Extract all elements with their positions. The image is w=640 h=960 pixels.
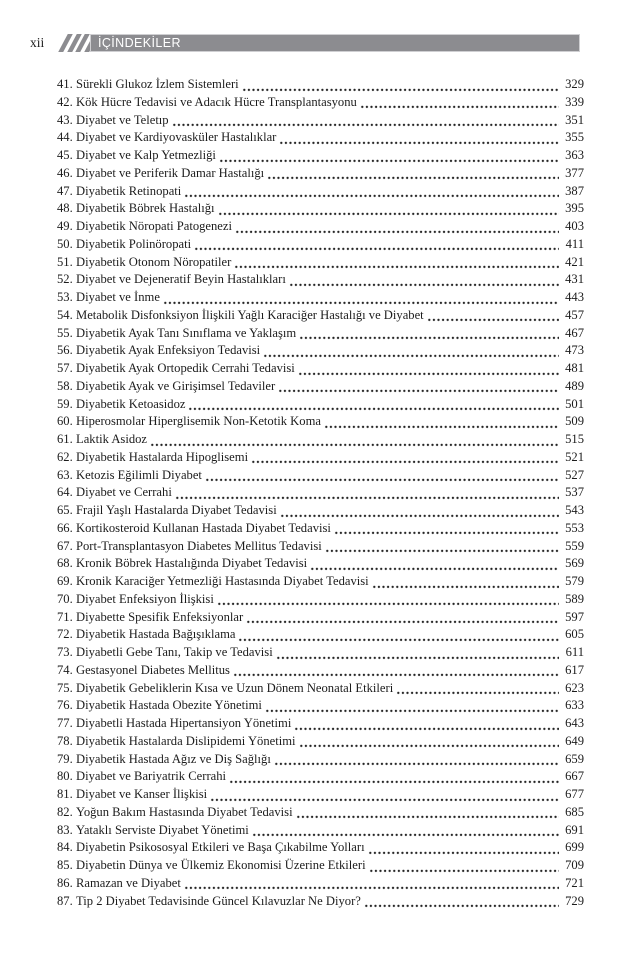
- chapter-title: Diyabetli Hastada Hipertansiyon Yönetimi: [76, 716, 292, 730]
- chapter-number: 54.: [57, 307, 73, 322]
- page-number: 649: [565, 733, 584, 748]
- toc-entry: [57, 786, 584, 804]
- chapter-number: 85.: [57, 858, 73, 872]
- page-number: 473: [565, 343, 584, 358]
- toc-entry: [57, 413, 584, 431]
- chapter-number: 79.: [57, 751, 73, 766]
- page-number: 403: [565, 219, 584, 233]
- toc-entry: [57, 129, 584, 147]
- chapter-number: 59.: [57, 396, 73, 411]
- dot-leader: [298, 360, 559, 378]
- page-number: 515: [565, 432, 584, 446]
- page-number: 685: [565, 804, 584, 819]
- dot-leader: [263, 342, 559, 360]
- chapter-number: 66.: [57, 520, 73, 535]
- page-number: 443: [565, 290, 584, 304]
- page-number: 421: [565, 254, 584, 269]
- toc-entry: [57, 94, 584, 112]
- chapter-number: 62.: [57, 449, 73, 464]
- toc-entry: [57, 857, 584, 875]
- page-number: 329: [565, 77, 584, 91]
- dot-leader: [368, 839, 559, 857]
- dot-leader: [280, 502, 559, 520]
- page-number: 339: [565, 94, 584, 109]
- dot-leader: [274, 751, 559, 769]
- chapter-title: Diyabetik Ayak Tanı Sınıflama ve Yaklaşım: [76, 325, 297, 340]
- chapter-number: 56.: [57, 343, 73, 358]
- chapter-title: Diyabet Enfeksiyon İlişkisi: [76, 591, 214, 606]
- chapter-title: Diyabet ve Dejeneratif Beyin Hastalıkları: [76, 272, 286, 287]
- chapter-title: Gestasyonel Diabetes Mellitus: [76, 662, 230, 677]
- toc-entry: [57, 875, 584, 893]
- dot-leader: [396, 680, 559, 698]
- header-title: İÇİNDEKİLER: [98, 35, 181, 50]
- dot-leader: [296, 804, 559, 822]
- page-number: 611: [565, 645, 584, 659]
- chapter-title: Diyabetik Polinöropati: [76, 236, 192, 251]
- chapter-title: Diyabet ve İnme: [76, 290, 160, 304]
- dot-leader: [278, 378, 559, 396]
- chapter-title: Laktik Asidoz: [76, 432, 148, 446]
- dot-leader: [150, 431, 559, 449]
- page-number: 605: [565, 627, 584, 642]
- chapter-title: Port-Transplantasyon Diabetes Mellitus Tedavisi: [76, 538, 322, 553]
- toc-entry: [57, 378, 584, 396]
- chapter-title: Diyabetik Ayak ve Girişimsel Tedaviler: [76, 378, 276, 393]
- page-number: 553: [565, 520, 584, 535]
- chapter-number: 78.: [57, 733, 73, 748]
- chapter-number: 80.: [57, 769, 73, 784]
- toc-entry: [57, 467, 584, 485]
- toc-entry: [57, 431, 584, 449]
- toc-entry: [57, 555, 584, 573]
- dot-leader: [238, 626, 559, 644]
- page-number: 537: [565, 485, 584, 500]
- page-number: 633: [565, 698, 584, 713]
- chapter-number: 81.: [57, 787, 73, 801]
- dot-leader: [234, 254, 559, 272]
- toc-entry: [57, 626, 584, 644]
- toc-entry: [57, 449, 584, 467]
- toc-entry: [57, 644, 584, 662]
- dot-leader: [235, 218, 559, 236]
- dot-leader: [369, 857, 559, 875]
- toc-entry: [57, 307, 584, 325]
- page-number: 617: [565, 662, 584, 677]
- page-number: 457: [565, 307, 584, 322]
- page-number: 489: [565, 378, 584, 393]
- chapter-title: Diyabetik Otonom Nöropatiler: [76, 254, 232, 269]
- chapter-number: 44.: [57, 130, 73, 145]
- chapter-title: Diyabetik Gebeliklerin Kısa ve Uzun Dönem Neonatal Etkileri: [76, 680, 394, 695]
- page-number: 521: [565, 449, 584, 464]
- toc-entry: [57, 822, 584, 840]
- page-number: 699: [565, 840, 584, 855]
- toc-entry: [57, 183, 584, 201]
- chapter-title: Diyabetik Hastada Obezite Yönetimi: [76, 698, 262, 713]
- chapter-title: Kök Hücre Tedavisi ve Adacık Hücre Transplantasyonu: [76, 94, 357, 109]
- page-number: 351: [565, 112, 584, 127]
- chapter-title: Diyabetik Hastada Ağız ve Diş Sağlığı: [76, 751, 271, 766]
- page-number: 667: [565, 769, 584, 784]
- dot-leader: [294, 715, 559, 733]
- chapter-title: Ketozis Eğilimli Diyabet: [76, 467, 202, 482]
- page-number: 677: [565, 787, 584, 801]
- toc-list: [57, 76, 584, 910]
- toc-entry: [57, 715, 584, 733]
- chapter-title: Diyabetik Ayak Enfeksiyon Tedavisi: [76, 343, 261, 358]
- page-number: 411: [565, 236, 584, 251]
- toc-entry: [57, 484, 584, 502]
- dot-leader: [299, 325, 559, 343]
- chapter-title: Diyabet ve Bariyatrik Cerrahi: [76, 769, 227, 784]
- chapter-title: Sürekli Glukoz İzlem Sistemleri: [76, 77, 239, 91]
- page-number: 395: [565, 201, 584, 216]
- toc-entry: [57, 289, 584, 307]
- toc-entry: [57, 112, 584, 130]
- chapter-number: 48.: [57, 201, 73, 216]
- toc-entry: [57, 733, 584, 751]
- dot-leader: [427, 307, 559, 325]
- chapter-title: Diyabetik Retinopati: [76, 183, 182, 198]
- page-number: 691: [565, 822, 584, 837]
- dot-leader: [246, 609, 559, 627]
- toc-entry: [57, 697, 584, 715]
- dot-leader: [324, 413, 559, 431]
- page-number: 363: [565, 148, 584, 162]
- chapter-number: 84.: [57, 840, 73, 855]
- page-number: 709: [565, 858, 584, 872]
- dot-leader: [172, 112, 559, 130]
- chapter-number: 63.: [57, 467, 73, 482]
- chapter-number: 83.: [57, 822, 73, 837]
- dot-leader: [194, 236, 559, 254]
- page-number: 431: [565, 272, 584, 287]
- dot-leader: [267, 165, 559, 183]
- chapter-title: Diyabet ve Periferik Damar Hastalığı: [76, 165, 265, 180]
- chapter-title: Diyabetik Hastalarda Hipoglisemi: [76, 449, 249, 464]
- dot-leader: [184, 875, 559, 893]
- page-number: 721: [565, 875, 584, 890]
- chapter-number: 49.: [57, 219, 73, 233]
- dot-leader: [219, 147, 559, 165]
- chapter-title: Tip 2 Diyabet Tedavisinde Güncel Kılavuzlar Ne Diyor?: [76, 893, 361, 908]
- chapter-title: Kronik Böbrek Hastalığında Diyabet Tedavisi: [76, 556, 308, 571]
- chapter-title: Kronik Karaciğer Yetmezliği Hastasında Diyabet Tedavisi: [76, 574, 369, 588]
- dot-leader: [276, 644, 559, 662]
- dot-leader: [360, 94, 559, 112]
- chapter-title: Frajil Yaşlı Hastalarda Diyabet Tedavisi: [76, 503, 277, 517]
- chapter-number: 75.: [57, 680, 73, 695]
- page-number: 643: [565, 716, 584, 730]
- toc-entry: [57, 609, 584, 627]
- dot-leader: [310, 555, 559, 573]
- chapter-number: 46.: [57, 165, 73, 180]
- toc-entry: [57, 165, 584, 183]
- chapter-number: 58.: [57, 378, 73, 393]
- chapter-number: 53.: [57, 290, 73, 304]
- chapter-title: Diyabetik Hastada Bağışıklama: [76, 627, 236, 642]
- toc-entry: [57, 680, 584, 698]
- page-number: 527: [565, 467, 584, 482]
- chapter-number: 68.: [57, 556, 73, 571]
- toc-entry: [57, 396, 584, 414]
- chapter-title: Diyabetli Gebe Tanı, Takip ve Tedavisi: [76, 645, 273, 659]
- chapter-number: 50.: [57, 236, 73, 251]
- dot-leader: [205, 467, 559, 485]
- chapter-number: 55.: [57, 325, 73, 340]
- page-number: 729: [565, 893, 584, 908]
- page-number: 355: [565, 130, 584, 145]
- chapter-title: Hiperosmolar Hiperglisemik Non-Ketotik Koma: [76, 414, 321, 429]
- dot-leader: [364, 893, 559, 911]
- toc-entry: [57, 342, 584, 360]
- page-header: [0, 34, 640, 52]
- chapter-number: 57.: [57, 361, 73, 375]
- chapter-title: Diyabette Spesifik Enfeksiyonlar: [76, 609, 244, 624]
- dot-leader: [188, 396, 559, 414]
- page-number: 579: [565, 574, 584, 588]
- chapter-number: 60.: [57, 414, 73, 429]
- chapter-number: 61.: [57, 432, 73, 446]
- dot-leader: [217, 591, 559, 609]
- toc-entry: [57, 218, 584, 236]
- chapter-number: 67.: [57, 538, 73, 553]
- toc-entry: [57, 271, 584, 289]
- page-number: 659: [565, 751, 584, 766]
- chapter-number: 82.: [57, 804, 73, 819]
- chapter-title: Diyabetik Ayak Ortopedik Cerrahi Tedavisi: [76, 361, 295, 375]
- chapter-number: 70.: [57, 591, 73, 606]
- page-number: 467: [565, 325, 584, 340]
- page-number: 481: [565, 361, 584, 375]
- chapter-number: 77.: [57, 716, 73, 730]
- chapter-title: Diyabetin Dünya ve Ülkemiz Ekonomisi Üzerine Etkileri: [76, 858, 366, 872]
- dot-leader: [334, 520, 559, 538]
- chapter-title: Diyabet ve Teletıp: [76, 112, 169, 127]
- chapter-title: Diyabetik Böbrek Hastalığı: [76, 201, 215, 216]
- dot-leader: [210, 786, 559, 804]
- chapter-number: 76.: [57, 698, 73, 713]
- chapter-number: 42.: [57, 94, 73, 109]
- chapter-title: Ramazan ve Diyabet: [76, 875, 181, 890]
- chapter-title: Kortikosteroid Kullanan Hastada Diyabet Tedavisi: [76, 520, 331, 535]
- dot-leader: [252, 822, 559, 840]
- dot-leader: [289, 271, 559, 289]
- chapter-title: Metabolik Disfonksiyon İlişkili Yağlı Karaciğer Hastalığı ve Diyabet: [76, 307, 424, 322]
- chapter-number: 41.: [57, 77, 73, 91]
- toc-entry: [57, 538, 584, 556]
- dot-leader: [372, 573, 559, 591]
- chapter-number: 52.: [57, 272, 73, 287]
- chapter-title: Diyabet ve Cerrahi: [76, 485, 172, 500]
- page-number: 387: [565, 183, 584, 198]
- chapter-number: 64.: [57, 485, 73, 500]
- toc-entry: [57, 236, 584, 254]
- page-number: 559: [565, 538, 584, 553]
- page-number: 377: [565, 165, 584, 180]
- dot-leader: [251, 449, 559, 467]
- header-title-bar: [90, 34, 580, 52]
- toc-entry: [57, 893, 584, 911]
- toc-entry: [57, 804, 584, 822]
- toc-entry: [57, 839, 584, 857]
- chapter-number: 72.: [57, 627, 73, 642]
- toc-entry: [57, 751, 584, 769]
- chapter-number: 51.: [57, 254, 73, 269]
- chapter-title: Yataklı Serviste Diyabet Yönetimi: [76, 822, 249, 837]
- page-number: 501: [565, 396, 584, 411]
- chapter-number: 69.: [57, 574, 73, 588]
- chapter-title: Yoğun Bakım Hastasında Diyabet Tedavisi: [76, 804, 293, 819]
- chapter-title: Diyabetik Hastalarda Dislipidemi Yönetimi: [76, 733, 296, 748]
- chapter-title: Diyabet ve Kalp Yetmezliği: [76, 148, 216, 162]
- chapter-number: 43.: [57, 112, 73, 127]
- folio-page-number: xii: [30, 35, 45, 50]
- chapter-title: Diyabet ve Kardiyovasküler Hastalıklar: [76, 130, 277, 145]
- chapter-number: 47.: [57, 183, 73, 198]
- chapter-title: Diyabetik Ketoasidoz: [76, 396, 186, 411]
- dot-leader: [265, 697, 559, 715]
- chapter-number: 73.: [57, 645, 73, 659]
- dot-leader: [163, 289, 559, 307]
- chapter-number: 65.: [57, 503, 73, 517]
- chapter-title: Diyabetik Nöropati Patogenezi: [76, 219, 232, 233]
- chapter-number: 74.: [57, 662, 73, 677]
- toc-entry: [57, 325, 584, 343]
- toc-entry: [57, 573, 584, 591]
- dot-leader: [242, 76, 559, 94]
- toc-entry: [57, 76, 584, 94]
- toc-entry: [57, 502, 584, 520]
- chapter-title: Diyabet ve Kanser İlişkisi: [76, 787, 208, 801]
- dot-leader: [299, 733, 559, 751]
- toc-entry: [57, 360, 584, 378]
- dot-leader: [279, 129, 559, 147]
- toc-entry: [57, 200, 584, 218]
- page-number: 543: [565, 503, 584, 517]
- chapter-number: 71.: [57, 609, 73, 624]
- page-number: 569: [565, 556, 584, 571]
- chapter-title: Diyabetin Psikososyal Etkileri ve Başa Çıkabilme Yolları: [76, 840, 365, 855]
- dot-leader: [218, 200, 559, 218]
- page-number: 597: [565, 609, 584, 624]
- page-number: 623: [565, 680, 584, 695]
- dot-leader: [229, 768, 559, 786]
- toc-entry: [57, 254, 584, 272]
- toc-entry: [57, 591, 584, 609]
- dot-leader: [325, 538, 559, 556]
- toc-entry: [57, 147, 584, 165]
- dot-leader: [233, 662, 559, 680]
- toc-entry: [57, 520, 584, 538]
- toc-entry: [57, 662, 584, 680]
- dot-leader: [184, 183, 559, 201]
- toc-entry: [57, 768, 584, 786]
- chapter-number: 86.: [57, 875, 73, 890]
- chapter-number: 87.: [57, 893, 73, 908]
- page-number: 589: [565, 591, 584, 606]
- dot-leader: [175, 484, 559, 502]
- page-number: 509: [565, 414, 584, 429]
- chapter-number: 45.: [57, 148, 73, 162]
